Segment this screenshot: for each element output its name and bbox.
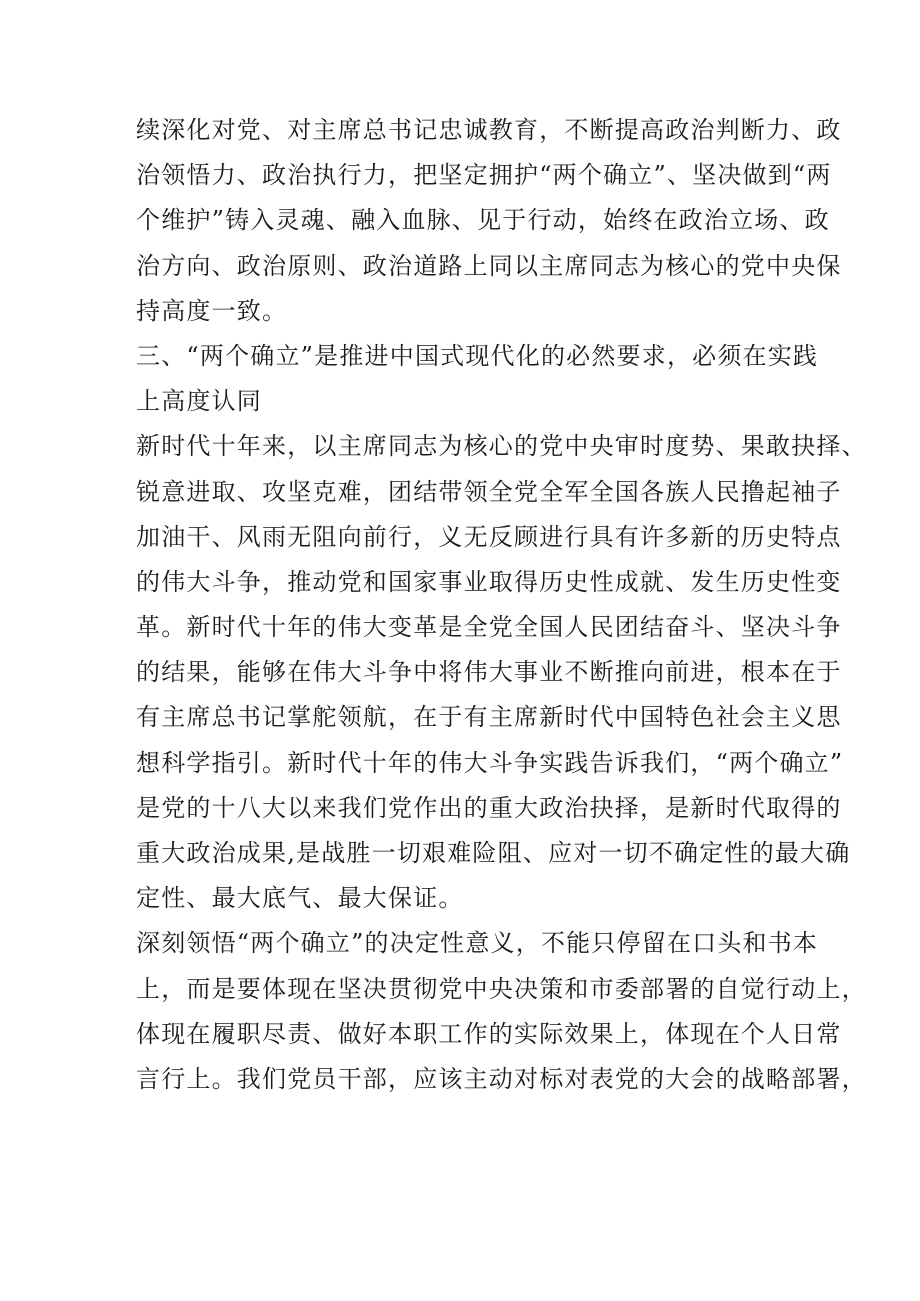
text-line: 治方向、政治原则、政治道路上同以主席同志为核心的党中央保 — [136, 251, 842, 280]
text-line: 个维护”铸入灵魂、融入血脉、见于行动，始终在政治立场、政 — [136, 206, 830, 235]
text-line: 革。新时代十年的伟大变革是全党全国人民团结奋斗、坚决斗争 — [136, 613, 842, 642]
text-line: 新时代十年来，以主席同志为核心的党中央审时度势、果敢抉择、 — [136, 432, 867, 461]
text-line: 想科学指引。新时代十年的伟大斗争实践告诉我们，“两个确立” — [136, 748, 844, 777]
text-line: 加油干、风雨无阻向前行，义无反顾进行具有许多新的历史特点 — [136, 522, 842, 551]
text-line: 治领悟力、政治执行力，把坚定拥护“两个确立”、坚决做到“两 — [136, 161, 832, 190]
section-heading-line: 上高度认同 — [136, 387, 262, 416]
text-line: 上，而是要体现在坚决贯彻党中央决策和市委部署的自觉行动上， — [136, 974, 867, 1003]
text-line: 有主席总书记掌舵领航，在于有主席新时代中国特色社会主义思 — [136, 703, 842, 732]
text-line: 续深化对党、对主席总书记忠诚教育，不断提高政治判断力、政 — [136, 116, 842, 144]
text-line: 定性、最大底气、最大保证。 — [136, 884, 464, 913]
text-line: 深刻领悟“两个确立”的决定性意义，不能只停留在口头和书本 — [136, 929, 819, 958]
text-line: 的伟大斗争，推动党和国家事业取得历史性成就、发生历史性变 — [136, 567, 842, 596]
text-line: 的结果，能够在伟大斗争中将伟大事业不断推向前进，根本在于 — [136, 658, 842, 687]
document-body — [136, 108, 867, 1102]
text-line: 体现在履职尽责、做好本职工作的实际效果上，体现在个人日常 — [136, 1019, 842, 1048]
text-line: 言行上。我们党员干部，应该主动对标对表党的大会的战略部署， — [136, 1064, 867, 1093]
text-line: 锐意进取、攻坚克难，团结带领全党全军全国各族人民撸起袖子 — [136, 477, 842, 506]
text-line: 持高度一致。 — [136, 296, 288, 325]
text-line: 重大政治成果,是战胜一切艰难险阻、应对一切不确定性的最大确 — [136, 839, 851, 867]
text-line: 是党的十八大以来我们党作出的重大政治抉择，是新时代取得的 — [136, 793, 842, 822]
section-heading-line: 三、“两个确立”是推进中国式现代化的必然要求，必须在实践 — [136, 341, 819, 370]
